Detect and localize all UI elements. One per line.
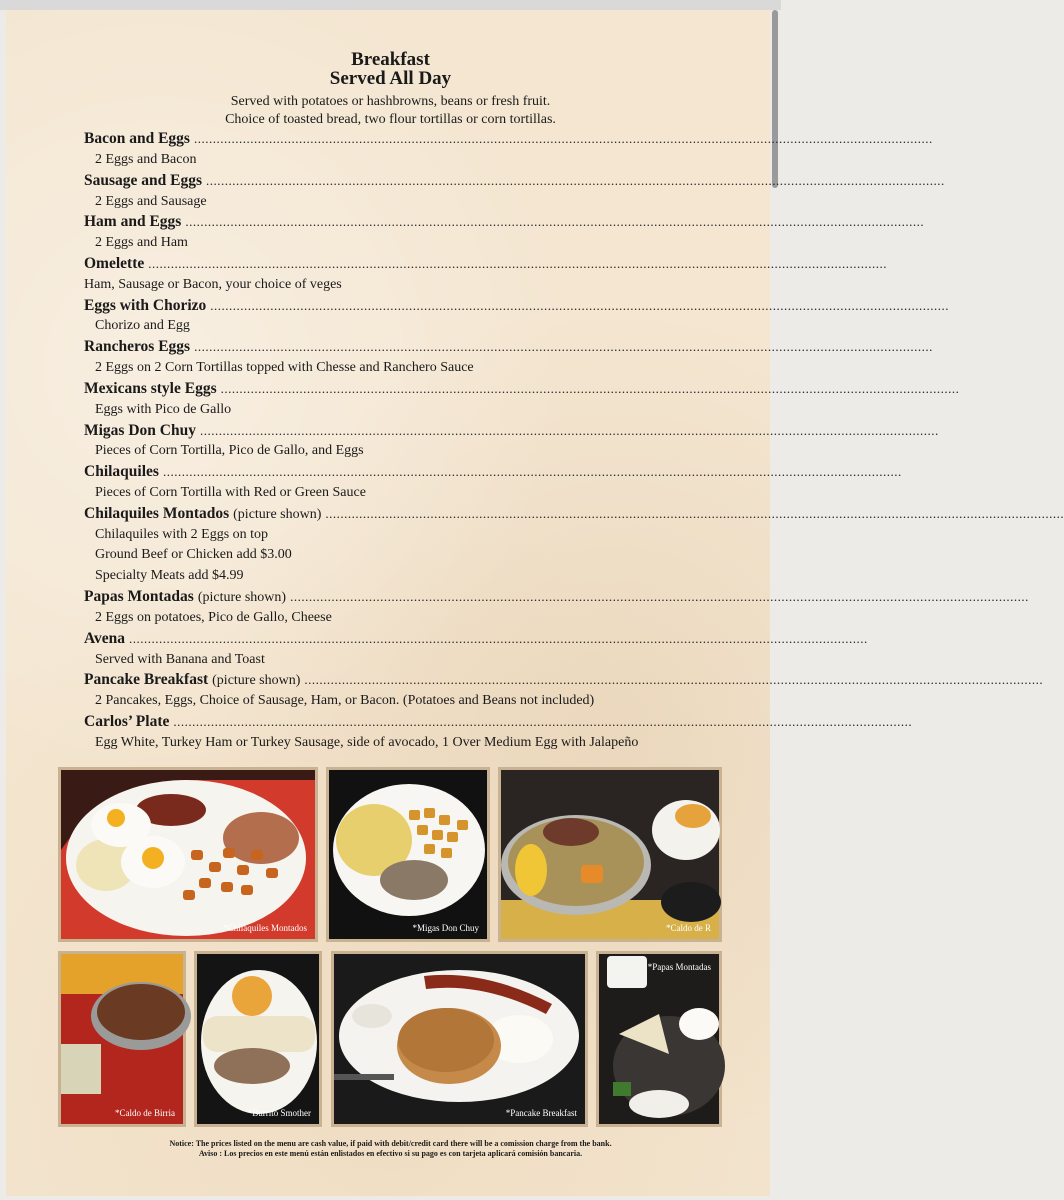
- photo-burrito-smother: [194, 951, 322, 1127]
- dot-leader: .....................................................................................................................................................................................................: [290, 589, 1029, 604]
- menu-item-name: Omelette: [84, 255, 145, 272]
- photo-caption: *Burrito Smother: [247, 1108, 311, 1118]
- menu-item-name-row: [84, 463, 902, 483]
- menu-item-name-row: [84, 671, 1044, 691]
- chilaquiles-plate-image: [61, 770, 315, 939]
- papas-skillet-image: [599, 954, 719, 1124]
- sides-note: Served with potatoes or hashbrowns, beans or fresh fruit.: [230, 94, 551, 109]
- menu-item-name-row: [84, 213, 925, 233]
- photo-chilaquiles-montados: [58, 767, 318, 942]
- menu-item-name: Migas Don Chuy: [84, 422, 196, 439]
- price-notice-spanish: Aviso : Los precios en este menú están enlistados en efectivo si su pago es con tarjeta aplicará comisión bancaria.: [198, 1149, 583, 1158]
- menu-item-name: Carlos’ Plate: [84, 713, 170, 730]
- dot-leader: .....................................................................................................................................................................................................: [193, 131, 933, 146]
- menu-item-name-row: [84, 130, 933, 150]
- photo-caption: *Chilaquiles Montados: [223, 923, 307, 933]
- menu-item-desc: 2 Eggs and Sausage: [95, 194, 207, 209]
- bread-note: Choice of toasted bread, two flour tortillas or corn tortillas.: [225, 112, 556, 127]
- dot-leader: .....................................................................................................................................................................................................: [162, 464, 902, 479]
- menu-item-name-row: [84, 630, 868, 650]
- menu-item-desc: 2 Eggs on 2 Corn Tortillas topped with Chesse and Ranchero Sauce: [95, 360, 474, 375]
- menu-item-desc: 2 Eggs on potatoes, Pico de Gallo, Cheese: [95, 610, 332, 625]
- dot-leader: .....................................................................................................................................................................................................: [173, 714, 913, 729]
- menu-item-name: Avena: [84, 630, 126, 647]
- dot-leader: .....................................................................................................................................................................................................: [199, 423, 939, 438]
- menu-item-name-row: [84, 338, 933, 358]
- menu-title: Breakfast: [351, 49, 430, 70]
- menu-item-name: Sausage and Eggs: [84, 172, 203, 189]
- menu-item-name-row: [84, 172, 945, 192]
- menu-item-name: Mexicans style Eggs: [84, 380, 217, 397]
- birria-bowl-image: [61, 954, 183, 1124]
- photo-caption: *Papas Montadas: [647, 962, 711, 972]
- browser-top-bar: [0, 0, 781, 10]
- migas-plate-image: [329, 770, 487, 939]
- menu-item-name-row: [84, 380, 960, 400]
- picture-shown-note: (picture shown): [197, 590, 287, 605]
- photo-caption: *Caldo de Birria: [115, 1108, 175, 1118]
- menu-item-name: Chilaquiles Montados: [84, 505, 230, 522]
- menu-item-name: Eggs with Chorizo: [84, 297, 207, 314]
- dot-leader: .....................................................................................................................................................................................................: [206, 173, 945, 188]
- menu-item-name: Ham and Eggs: [84, 213, 182, 230]
- menu-item-desc: Egg White, Turkey Ham or Turkey Sausage, side of avocado, 1 Over Medium Egg with Jalapeño: [95, 735, 639, 750]
- dot-leader: .....................................................................................................................................................................................................: [220, 381, 960, 396]
- photo-migas-don-chuy: [326, 767, 490, 942]
- photo-caption: *Pancake Breakfast: [505, 1108, 577, 1118]
- menu-item-name: Bacon and Eggs: [84, 130, 190, 147]
- dot-leader: .....................................................................................................................................................................................................: [185, 214, 925, 229]
- menu-item-name-row: [84, 297, 950, 317]
- menu-item-desc: Eggs with Pico de Gallo: [95, 402, 232, 417]
- menu-item-name-row: [84, 713, 913, 733]
- menu-item-desc: 2 Pancakes, Eggs, Choice of Sausage, Ham, or Bacon. (Potatoes and Beans not included): [95, 693, 595, 708]
- menu-item-name: Rancheros Eggs: [84, 338, 191, 355]
- photo-caldo-de-birria: [58, 951, 186, 1127]
- dot-leader: .....................................................................................................................................................................................................: [194, 339, 933, 354]
- menu-item-desc: Ham, Sausage or Bacon, your choice of veges: [84, 277, 342, 292]
- menu-item-desc: Pieces of Corn Tortilla, Pico de Gallo, and Eggs: [95, 443, 364, 458]
- menu-item-desc: 2 Eggs and Ham: [95, 235, 188, 250]
- menu-item-desc: Pieces of Corn Tortilla with Red or Green Sauce: [95, 485, 366, 500]
- menu-item-name: Papas Montadas: [84, 588, 194, 605]
- picture-shown-note: (picture shown): [212, 673, 301, 688]
- dot-leader: .....................................................................................................................................................................................................: [304, 672, 1044, 687]
- menu-item-name-row: [84, 422, 939, 442]
- dot-leader: .....................................................................................................................................................................................................: [129, 631, 868, 646]
- photo-pancake-breakfast: [331, 951, 588, 1127]
- caldo-bowl-image: [501, 770, 719, 939]
- picture-shown-note: (picture shown): [233, 507, 322, 522]
- menu-subtitle: Served All Day: [329, 68, 452, 89]
- menu-item-name-row: [84, 255, 887, 275]
- dot-leader: .....................................................................................................................................................................................................: [325, 506, 1064, 521]
- photo-caption: *Migas Don Chuy: [412, 923, 479, 933]
- menu-item-name-row: [84, 505, 1064, 525]
- photo-caption: *Caldo de R: [666, 923, 711, 933]
- menu-item-name-row: [84, 588, 1029, 608]
- menu-item-name: Chilaquiles: [84, 463, 159, 480]
- menu-item-name: Pancake Breakfast: [84, 671, 209, 688]
- menu-item-desc: 2 Eggs and Bacon: [95, 152, 197, 167]
- menu-item-desc: Specialty Meats add $4.99: [95, 568, 244, 583]
- menu-item-desc: Chilaquiles with 2 Eggs on top: [95, 527, 269, 542]
- price-notice-english: Notice: The prices listed on the menu are cash value, if paid with debit/credit card there will be a comission charge from the bank.: [169, 1139, 612, 1148]
- photo-caldo-de-res: [498, 767, 722, 942]
- menu-item-desc: Chorizo and Egg: [95, 318, 190, 333]
- photo-papas-montadas: [596, 951, 722, 1127]
- dot-leader: .....................................................................................................................................................................................................: [148, 256, 887, 271]
- dot-leader: .....................................................................................................................................................................................................: [210, 298, 950, 313]
- menu-item-desc: Served with Banana and Toast: [95, 652, 265, 667]
- burrito-plate-image: [197, 954, 319, 1124]
- pancake-plate-image: [334, 954, 585, 1124]
- menu-item-desc: Ground Beef or Chicken add $3.00: [95, 547, 292, 562]
